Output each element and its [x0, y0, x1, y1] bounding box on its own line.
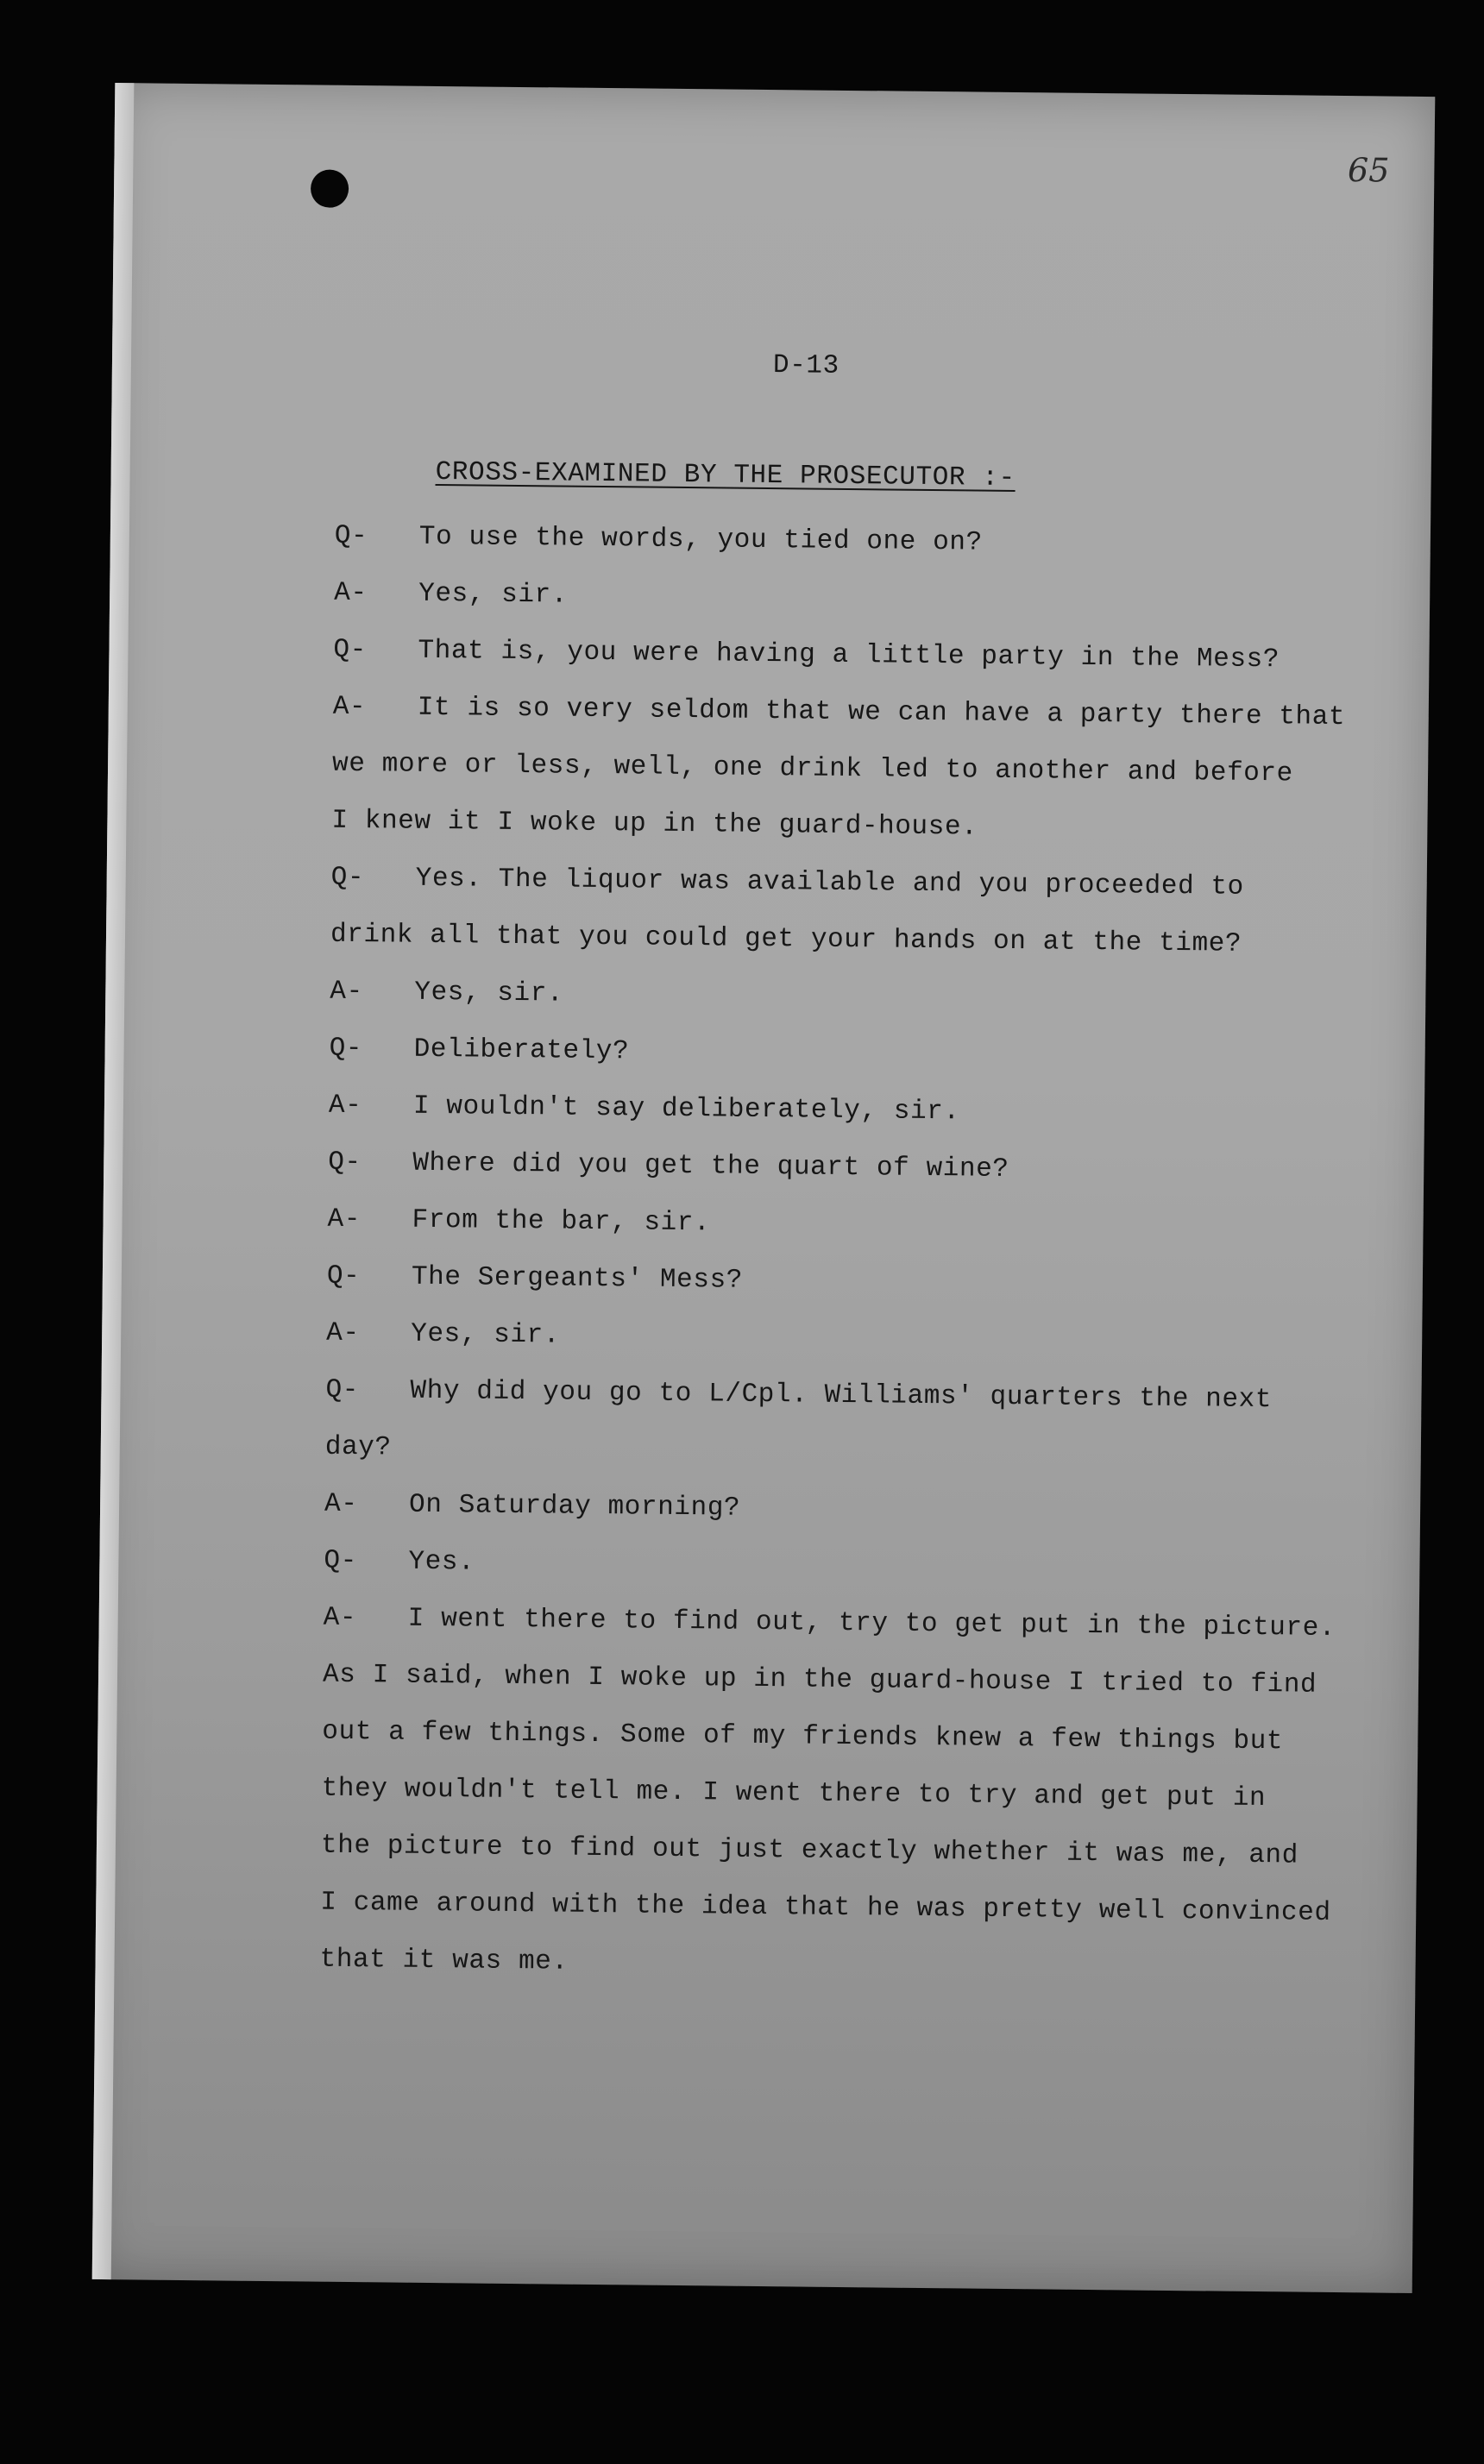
- line-text: we more or less, well, one drink led to another and before: [331, 748, 1294, 789]
- line-text: On Saturday morning?: [408, 1489, 741, 1524]
- line-text: Yes, sir.: [414, 977, 564, 1009]
- line-text: Yes, sir.: [418, 578, 569, 611]
- speaker-marker: A-: [327, 1204, 362, 1235]
- speaker-marker: Q-: [333, 634, 368, 666]
- line-text: That is, you were having a little party in the Mess?: [418, 635, 1280, 676]
- speaker-marker: Q-: [324, 1545, 358, 1577]
- speaker-marker: A-: [324, 1488, 358, 1520]
- speaker-marker: A-: [328, 1090, 362, 1122]
- transcript-line: [327, 1248, 1355, 1316]
- transcript-line: [326, 1305, 1354, 1373]
- line-text: Why did you go to L/Cpl. Williams' quarters the next: [410, 1375, 1273, 1416]
- transcript-line: [331, 793, 1359, 860]
- line-text: I knew it I woke up in the guard-house.: [331, 805, 978, 843]
- line-text: From the bar, sir.: [412, 1204, 711, 1239]
- page-edge: [92, 83, 135, 2279]
- transcript: [319, 508, 1361, 1999]
- line-text: drink all that you could get your hands on at the time?: [330, 919, 1242, 959]
- line-text: that it was me.: [319, 1944, 569, 1977]
- transcript-line: [329, 1021, 1356, 1088]
- speaker-marker: Q-: [334, 520, 368, 552]
- transcript-line: [332, 679, 1360, 746]
- transcript-line: [324, 1476, 1352, 1543]
- line-text: they wouldn't tell me. I went there to try and get put in: [321, 1773, 1267, 1814]
- speaker-marker: A-: [332, 691, 367, 723]
- line-text: Yes.: [408, 1546, 475, 1578]
- heading-text: CROSS-EXAMINED BY THE PROSECUTOR: [435, 456, 966, 493]
- line-text: Yes, sir.: [411, 1318, 561, 1351]
- speaker-marker: Q-: [326, 1260, 361, 1292]
- line-text: Where did you get the quart of wine?: [412, 1147, 1009, 1185]
- speaker-marker: A-: [323, 1602, 357, 1634]
- transcript-line: [321, 1818, 1349, 1885]
- transcript-line: [334, 565, 1361, 632]
- line-text: To use the words, you tied one on?: [418, 521, 983, 558]
- line-text: out a few things. Some of my friends knew a few things but: [322, 1716, 1284, 1757]
- folio-mark: 65: [1347, 151, 1390, 190]
- line-text: Deliberately?: [413, 1034, 630, 1067]
- page-number: D-13: [772, 350, 839, 381]
- speaker-marker: Q-: [328, 1147, 362, 1179]
- transcript-line: [335, 508, 1362, 575]
- transcript-line: [321, 1761, 1349, 1828]
- transcript-line: [327, 1191, 1355, 1259]
- transcript-line: [330, 907, 1358, 974]
- transcript-line: [325, 1362, 1353, 1430]
- line-text: I went there to find out, try to get put in the picture.: [407, 1603, 1336, 1644]
- transcript-line: [332, 736, 1360, 803]
- transcript-line: [320, 1875, 1348, 1942]
- document-page: [92, 83, 1436, 2293]
- speaker-marker: Q-: [330, 862, 365, 894]
- transcript-line: [322, 1704, 1349, 1771]
- line-text: I came around with the idea that he was pretty well convinced: [320, 1887, 1331, 1928]
- speaker-marker: A-: [326, 1317, 360, 1349]
- section-heading: [435, 457, 1015, 493]
- transcript-line: [330, 964, 1357, 1031]
- transcript-line: [330, 850, 1358, 917]
- speaker-marker: Q-: [329, 1033, 363, 1065]
- line-text: As I said, when I woke up in the guard-house I tried to find: [322, 1659, 1317, 1700]
- transcript-line: [323, 1647, 1350, 1714]
- line-text: Yes. The liquor was available and you proceeded to: [415, 863, 1245, 902]
- speaker-marker: A-: [334, 577, 368, 609]
- line-text: the picture to find out just exactly whether it was me, and: [320, 1830, 1299, 1871]
- line-text: I wouldn't say deliberately, sir.: [412, 1091, 960, 1128]
- transcript-line: [324, 1533, 1351, 1600]
- transcript-line: [323, 1590, 1350, 1657]
- transcript-line: [328, 1135, 1355, 1202]
- heading-suffix: :-: [965, 462, 1016, 494]
- speaker-marker: Q-: [325, 1374, 360, 1406]
- transcript-line: [329, 1078, 1356, 1145]
- transcript-line: [319, 1932, 1347, 1999]
- speaker-marker: A-: [330, 976, 363, 1008]
- line-text: It is so very seldom that we can have a party there that: [417, 692, 1346, 733]
- transcript-line: [324, 1419, 1352, 1487]
- line-text: day?: [324, 1431, 392, 1463]
- punch-hole: [311, 169, 349, 207]
- transcript-line: [333, 622, 1361, 689]
- line-text: The Sergeants' Mess?: [411, 1261, 744, 1296]
